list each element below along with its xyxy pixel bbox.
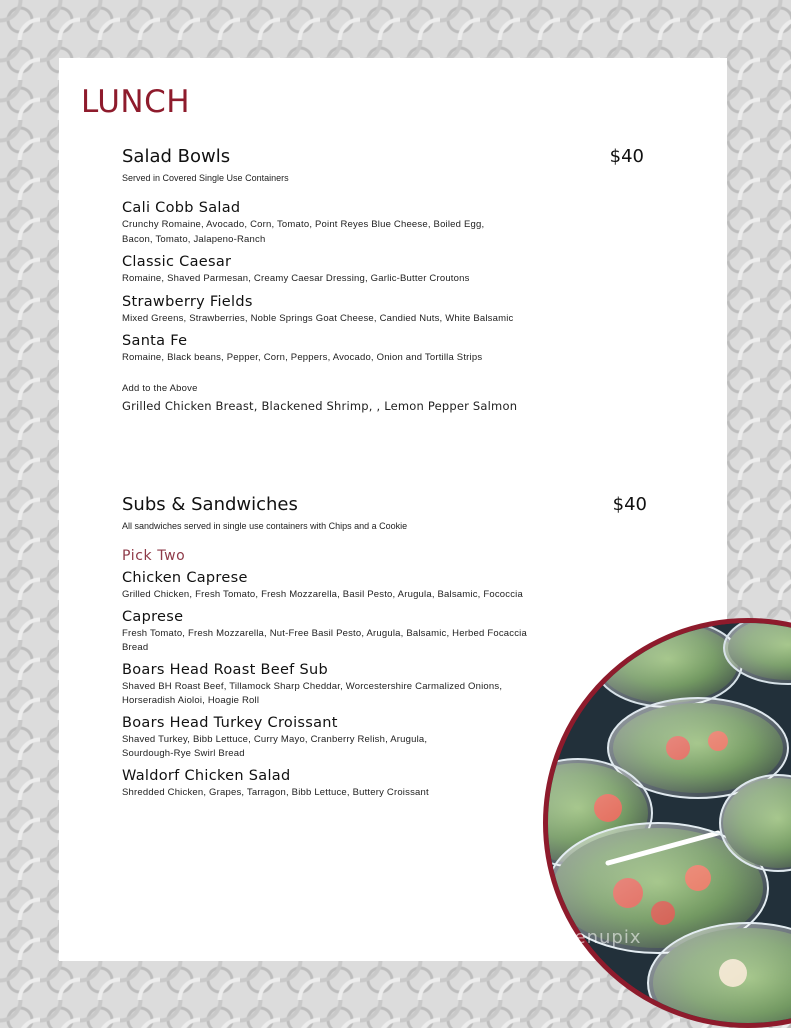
item-name: Chicken Caprese — [122, 570, 248, 586]
item-description: Shaved Turkey, Bibb Lettuce, Curry Mayo, Cranberry Relish, Arugula, — [122, 733, 428, 745]
item-name: Waldorf Chicken Salad — [122, 767, 291, 784]
item-name: Caprese — [122, 608, 184, 625]
pick-two-label: Pick Two — [122, 548, 186, 564]
addon-label: Add to the Above — [122, 382, 198, 394]
item-description: Sourdough-Rye Swirl Bread — [122, 748, 245, 759]
item-description: Horseradish Aioloi, Hoagie Roll — [122, 695, 260, 706]
item-description: Bacon, Tomato, Jalapeno-Ranch — [122, 233, 266, 245]
item-name: Cali Cobb Salad — [122, 200, 241, 216]
item-description: Shredded Chicken, Grapes, Tarragon, Bibb Lettuce, Buttery Croissant — [122, 786, 429, 798]
item-name: Boars Head Roast Beef Sub — [122, 661, 328, 678]
item-description: Fresh Tomato, Fresh Mozzarella, Nut-Free Basil Pesto, Arugula, Balsamic, Herbed Focaccia — [122, 627, 527, 639]
section-note: All sandwiches served in single use containers with Chips and a Cookie — [122, 521, 408, 531]
list-item — [122, 569, 647, 603]
salad-items-list — [122, 199, 644, 366]
item-name: Santa Fe — [122, 333, 188, 349]
item-description: Bread — [122, 642, 149, 653]
item-description: Grilled Chicken, Fresh Tomato, Fresh Mozzarella, Basil Pesto, Arugula, Balsamic, Fococcia — [122, 589, 523, 600]
list-item — [122, 608, 647, 656]
item-description: Romaine, Shaved Parmesan, Creamy Caesar Dressing, Garlic-Butter Croutons — [122, 273, 470, 284]
addon-items: Grilled Chicken Breast, Blackened Shrimp, , Lemon Pepper Salmon — [122, 398, 518, 413]
watermark: menupix — [556, 927, 642, 948]
item-description: Crunchy Romaine, Avocado, Corn, Tomato, Point Reyes Blue Cheese, Boiled Egg, — [122, 219, 485, 230]
item-description: Mixed Greens, Strawberries, Noble Springs Goat Cheese, Candied Nuts, White Balsamic — [122, 312, 514, 324]
item-name: Classic Caesar — [122, 254, 232, 270]
item-name: Boars Head Turkey Croissant — [122, 714, 338, 731]
list-item — [122, 253, 644, 287]
section-title: Salad Bowls — [122, 146, 231, 167]
item-description: Romaine, Black beans, Pepper, Corn, Peppers, Avocado, Onion and Tortilla Strips — [122, 352, 483, 363]
list-item — [122, 199, 644, 247]
section-price: $40 — [609, 146, 644, 167]
section-note: Served in Covered Single Use Containers — [122, 173, 289, 183]
list-item — [122, 661, 647, 709]
section-header — [122, 494, 647, 518]
section-header — [122, 146, 644, 170]
salad-bowls-section — [122, 146, 644, 413]
item-name: Strawberry Fields — [122, 293, 253, 310]
list-item — [122, 332, 644, 366]
item-description: Shaved BH Roast Beef, Tillamock Sharp Cheddar, Worcestershire Carmalized Onions, — [122, 680, 503, 692]
page-title: LUNCH — [81, 84, 191, 120]
list-item — [122, 293, 644, 327]
section-title: Subs & Sandwiches — [122, 494, 298, 515]
section-price: $40 — [612, 494, 647, 515]
